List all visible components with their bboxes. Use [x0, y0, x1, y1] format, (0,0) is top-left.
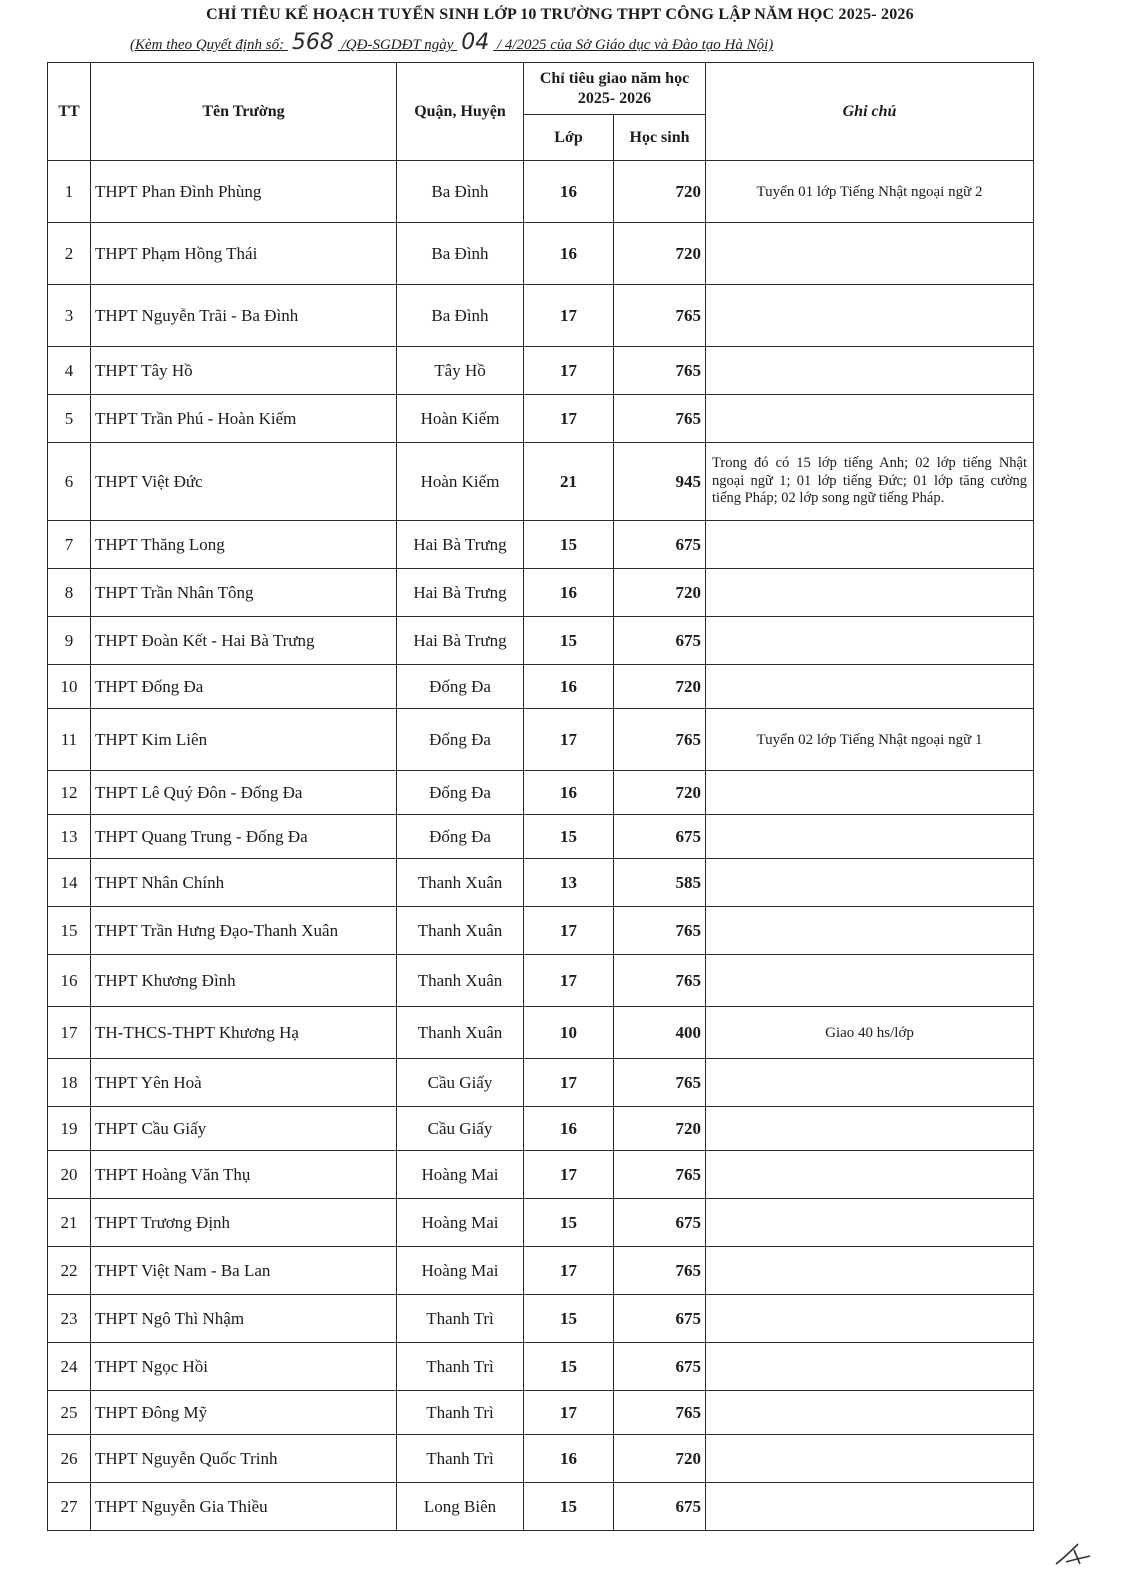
row-note — [706, 907, 1034, 955]
class-count: 17 — [524, 1151, 614, 1199]
school-name: TH-THCS-THPT Khương Hạ — [91, 1007, 397, 1059]
table-row — [48, 1247, 1034, 1295]
row-number: 17 — [48, 1007, 91, 1059]
row-note — [706, 569, 1034, 617]
row-note — [706, 771, 1034, 815]
district-name: Cầu Giấy — [397, 1059, 524, 1107]
student-count: 765 — [614, 955, 706, 1007]
school-name: THPT Hoàng Văn Thụ — [91, 1151, 397, 1199]
district-name: Ba Đình — [397, 161, 524, 223]
class-count: 16 — [524, 771, 614, 815]
district-name: Hoàng Mai — [397, 1199, 524, 1247]
header-tt: TT — [48, 63, 91, 161]
table-row — [48, 815, 1034, 859]
row-number: 21 — [48, 1199, 91, 1247]
row-number: 8 — [48, 569, 91, 617]
row-number: 22 — [48, 1247, 91, 1295]
student-count: 400 — [614, 1007, 706, 1059]
row-number: 7 — [48, 521, 91, 569]
table-row — [48, 443, 1034, 521]
school-name: THPT Thăng Long — [91, 521, 397, 569]
row-note — [706, 1391, 1034, 1435]
row-note: Tuyển 02 lớp Tiếng Nhật ngoại ngữ 1 — [706, 709, 1034, 771]
school-name: THPT Trương Định — [91, 1199, 397, 1247]
school-name: THPT Khương Đình — [91, 955, 397, 1007]
table-row — [48, 1107, 1034, 1151]
row-number: 18 — [48, 1059, 91, 1107]
table-row — [48, 1343, 1034, 1391]
school-name: THPT Đoàn Kết - Hai Bà Trưng — [91, 617, 397, 665]
district-name: Đống Đa — [397, 665, 524, 709]
row-number: 12 — [48, 771, 91, 815]
row-number: 27 — [48, 1483, 91, 1531]
student-count: 675 — [614, 1295, 706, 1343]
row-note — [706, 223, 1034, 285]
header-note: Ghi chú — [706, 63, 1034, 161]
district-name: Thanh Xuân — [397, 859, 524, 907]
school-name: THPT Đống Đa — [91, 665, 397, 709]
school-name: THPT Trần Phú - Hoàn Kiếm — [91, 395, 397, 443]
district-name: Thanh Xuân — [397, 907, 524, 955]
class-count: 15 — [524, 1295, 614, 1343]
student-count: 675 — [614, 1343, 706, 1391]
row-number: 6 — [48, 443, 91, 521]
table-row — [48, 1059, 1034, 1107]
row-number: 10 — [48, 665, 91, 709]
district-name: Ba Đình — [397, 285, 524, 347]
student-count: 675 — [614, 815, 706, 859]
row-note — [706, 1199, 1034, 1247]
district-name: Thanh Xuân — [397, 1007, 524, 1059]
student-count: 720 — [614, 569, 706, 617]
row-note — [706, 1435, 1034, 1483]
district-name: Thanh Trì — [397, 1343, 524, 1391]
table-row — [48, 521, 1034, 569]
school-name: THPT Việt Đức — [91, 443, 397, 521]
table-row — [48, 1483, 1034, 1531]
school-name: THPT Ngọc Hồi — [91, 1343, 397, 1391]
table-row — [48, 1007, 1034, 1059]
school-name: THPT Trần Nhân Tông — [91, 569, 397, 617]
school-name: THPT Ngô Thì Nhậm — [91, 1295, 397, 1343]
district-name: Cầu Giấy — [397, 1107, 524, 1151]
table-row — [48, 285, 1034, 347]
class-count: 15 — [524, 521, 614, 569]
school-name: THPT Đông Mỹ — [91, 1391, 397, 1435]
table-row — [48, 1391, 1034, 1435]
table-row — [48, 907, 1034, 955]
class-count: 17 — [524, 347, 614, 395]
district-name: Đống Đa — [397, 709, 524, 771]
row-note — [706, 617, 1034, 665]
class-count: 17 — [524, 285, 614, 347]
table-row — [48, 395, 1034, 443]
row-note — [706, 1107, 1034, 1151]
row-number: 13 — [48, 815, 91, 859]
row-number: 25 — [48, 1391, 91, 1435]
document-title: CHỈ TIÊU KẾ HOẠCH TUYỂN SINH LỚP 10 TRƯỜNG THPT CÔNG LẬP NĂM HỌC 2025- 2026 — [206, 6, 914, 23]
class-count: 21 — [524, 443, 614, 521]
row-number: 2 — [48, 223, 91, 285]
student-count: 675 — [614, 617, 706, 665]
header-quota: Chỉ tiêu giao năm học 2025- 2026 — [524, 63, 706, 115]
row-number: 11 — [48, 709, 91, 771]
class-count: 16 — [524, 1107, 614, 1151]
district-name: Đống Đa — [397, 815, 524, 859]
class-count: 13 — [524, 859, 614, 907]
row-number: 1 — [48, 161, 91, 223]
table-row — [48, 1435, 1034, 1483]
row-number: 23 — [48, 1295, 91, 1343]
student-count: 585 — [614, 859, 706, 907]
student-count: 675 — [614, 1483, 706, 1531]
student-count: 765 — [614, 395, 706, 443]
subtitle-mid: /QĐ-SGDĐT ngày — [341, 37, 454, 53]
district-name: Thanh Trì — [397, 1435, 524, 1483]
table-header — [48, 63, 1034, 161]
table-body — [48, 161, 1034, 1531]
student-count: 945 — [614, 443, 706, 521]
table-row — [48, 1199, 1034, 1247]
row-number: 15 — [48, 907, 91, 955]
header-classes: Lớp — [524, 115, 614, 161]
student-count: 720 — [614, 771, 706, 815]
student-count: 720 — [614, 1435, 706, 1483]
signature-mark — [1052, 1538, 1092, 1568]
row-number: 9 — [48, 617, 91, 665]
school-name: THPT Kim Liên — [91, 709, 397, 771]
table-row — [48, 223, 1034, 285]
class-count: 17 — [524, 955, 614, 1007]
row-note: Tuyển 01 lớp Tiếng Nhật ngoại ngữ 2 — [706, 161, 1034, 223]
class-count: 15 — [524, 1199, 614, 1247]
student-count: 720 — [614, 161, 706, 223]
row-number: 4 — [48, 347, 91, 395]
class-count: 15 — [524, 1343, 614, 1391]
school-name: THPT Tây Hồ — [91, 347, 397, 395]
table-row — [48, 859, 1034, 907]
student-count: 765 — [614, 709, 706, 771]
table-row — [48, 347, 1034, 395]
row-note — [706, 1483, 1034, 1531]
student-count: 675 — [614, 521, 706, 569]
student-count: 765 — [614, 285, 706, 347]
school-name: THPT Nguyễn Quốc Trinh — [91, 1435, 397, 1483]
row-note — [706, 1247, 1034, 1295]
table-row — [48, 617, 1034, 665]
student-count: 765 — [614, 1247, 706, 1295]
district-name: Hoàng Mai — [397, 1151, 524, 1199]
school-name: THPT Nguyễn Trãi - Ba Đình — [91, 285, 397, 347]
row-number: 26 — [48, 1435, 91, 1483]
school-name: THPT Quang Trung - Đống Đa — [91, 815, 397, 859]
row-note — [706, 285, 1034, 347]
school-name: THPT Phạm Hồng Thái — [91, 223, 397, 285]
row-note: Trong đó có 15 lớp tiếng Anh; 02 lớp tiếng Nhật ngoại ngữ 1; 01 lớp tiếng Đức; 01 lớp tăng cường tiếng Pháp; 02 lớp song ngữ tiếng Pháp. — [706, 443, 1034, 521]
class-count: 15 — [524, 815, 614, 859]
class-count: 15 — [524, 1483, 614, 1531]
student-count: 765 — [614, 1059, 706, 1107]
quota-table — [47, 62, 1034, 1531]
header-school: Tên Trường — [91, 63, 397, 161]
row-note — [706, 1295, 1034, 1343]
district-name: Thanh Xuân — [397, 955, 524, 1007]
table-row — [48, 1295, 1034, 1343]
class-count: 15 — [524, 617, 614, 665]
class-count: 10 — [524, 1007, 614, 1059]
school-name: THPT Nguyễn Gia Thiều — [91, 1483, 397, 1531]
student-count: 765 — [614, 907, 706, 955]
row-number: 14 — [48, 859, 91, 907]
subtitle-suffix: / 4/2025 của Sở Giáo dục và Đào tạo Hà Nội) — [496, 37, 774, 53]
row-number: 19 — [48, 1107, 91, 1151]
school-name: THPT Phan Đình Phùng — [91, 161, 397, 223]
school-name: THPT Nhân Chính — [91, 859, 397, 907]
student-count: 765 — [614, 347, 706, 395]
row-note — [706, 815, 1034, 859]
class-count: 16 — [524, 665, 614, 709]
row-note — [706, 1059, 1034, 1107]
district-name: Ba Đình — [397, 223, 524, 285]
row-note — [706, 347, 1034, 395]
row-number: 20 — [48, 1151, 91, 1199]
class-count: 17 — [524, 1391, 614, 1435]
class-count: 17 — [524, 709, 614, 771]
table-row — [48, 771, 1034, 815]
district-name: Hai Bà Trưng — [397, 569, 524, 617]
district-name: Hai Bà Trưng — [397, 617, 524, 665]
school-name: THPT Trần Hưng Đạo-Thanh Xuân — [91, 907, 397, 955]
class-count: 16 — [524, 1435, 614, 1483]
table-row — [48, 1151, 1034, 1199]
row-note — [706, 521, 1034, 569]
table-row — [48, 569, 1034, 617]
header-district: Quận, Huyện — [397, 63, 524, 161]
row-note — [706, 1343, 1034, 1391]
class-count: 16 — [524, 161, 614, 223]
row-number: 24 — [48, 1343, 91, 1391]
student-count: 765 — [614, 1151, 706, 1199]
district-name: Thanh Trì — [397, 1391, 524, 1435]
district-name: Hai Bà Trưng — [397, 521, 524, 569]
class-count: 17 — [524, 1059, 614, 1107]
row-note — [706, 665, 1034, 709]
school-name: THPT Yên Hoà — [91, 1059, 397, 1107]
school-name: THPT Việt Nam - Ba Lan — [91, 1247, 397, 1295]
subtitle-prefix: (Kèm theo Quyết định số: — [130, 37, 285, 53]
student-count: 720 — [614, 1107, 706, 1151]
class-count: 16 — [524, 223, 614, 285]
row-note — [706, 955, 1034, 1007]
decision-number: 568 — [291, 30, 334, 55]
district-name: Hoàn Kiếm — [397, 443, 524, 521]
student-count: 720 — [614, 665, 706, 709]
row-note — [706, 395, 1034, 443]
district-name: Hoàng Mai — [397, 1247, 524, 1295]
header-students: Học sinh — [614, 115, 706, 161]
district-name: Long Biên — [397, 1483, 524, 1531]
district-name: Đống Đa — [397, 771, 524, 815]
class-count: 17 — [524, 1247, 614, 1295]
table-row — [48, 709, 1034, 771]
district-name: Hoàn Kiếm — [397, 395, 524, 443]
student-count: 720 — [614, 223, 706, 285]
school-name: THPT Cầu Giấy — [91, 1107, 397, 1151]
decision-day: 04 — [461, 30, 490, 55]
student-count: 765 — [614, 1391, 706, 1435]
school-name: THPT Lê Quý Đôn - Đống Đa — [91, 771, 397, 815]
row-number: 16 — [48, 955, 91, 1007]
row-note: Giao 40 hs/lớp — [706, 1007, 1034, 1059]
district-name: Tây Hồ — [397, 347, 524, 395]
table-row — [48, 161, 1034, 223]
class-count: 16 — [524, 569, 614, 617]
row-note — [706, 859, 1034, 907]
row-number: 3 — [48, 285, 91, 347]
class-count: 17 — [524, 395, 614, 443]
document-subtitle — [130, 30, 990, 55]
row-note — [706, 1151, 1034, 1199]
district-name: Thanh Trì — [397, 1295, 524, 1343]
row-number: 5 — [48, 395, 91, 443]
table-row — [48, 955, 1034, 1007]
table-row — [48, 665, 1034, 709]
class-count: 17 — [524, 907, 614, 955]
student-count: 675 — [614, 1199, 706, 1247]
